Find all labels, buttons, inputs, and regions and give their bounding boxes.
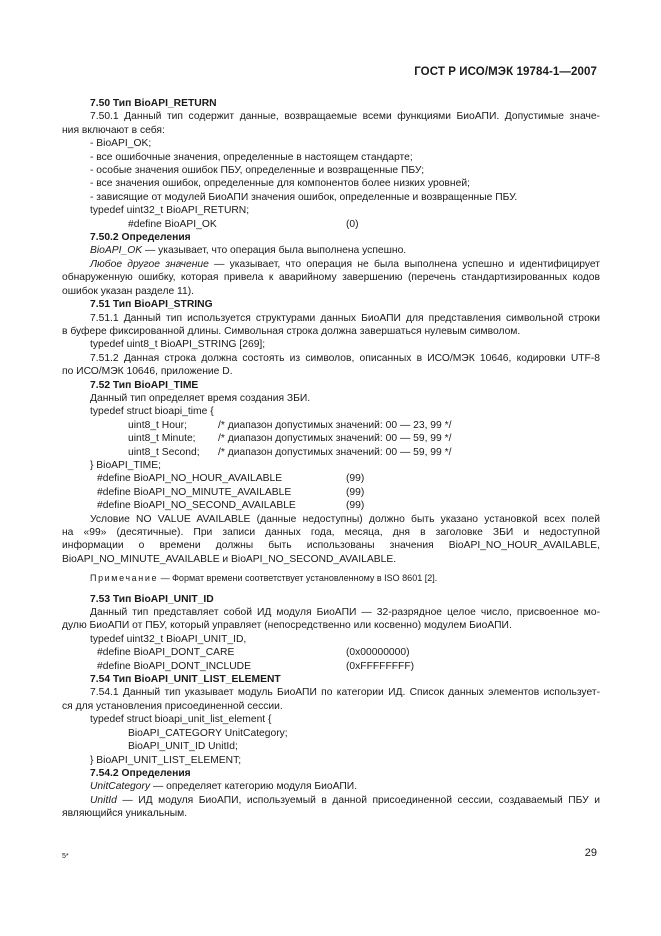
code-define-row: [62, 472, 600, 485]
definition-unit-id-line2: являющийся уникальным.: [62, 808, 188, 820]
define-name: #define BioAPI_NO_SECOND_AVAILABLE: [97, 500, 296, 512]
document-header: ГОСТ Р ИСО/МЭК 19784-1—2007: [414, 66, 597, 78]
paragraph-7-51-2-line1: 7.51.2 Данная строка должна состоять из символов, описанных в ИСО/МЭК 10646, кодировки UTF-8: [90, 352, 600, 364]
definition-bioapi-ok: [62, 244, 600, 257]
define-value: (99): [346, 473, 365, 485]
definition-text: — указывает, что операция была выполнена успешно.: [142, 245, 407, 257]
define-name: #define BioAPI_NO_MINUTE_AVAILABLE: [97, 486, 292, 498]
code-struct-field: BioAPI_CATEGORY UnitCategory;: [128, 727, 288, 739]
code-typedef: typedef uint32_t BioAPI_UNIT_ID,: [90, 633, 247, 645]
code-struct-field: BioAPI_UNIT_ID UnitId;: [128, 741, 238, 753]
code-define-row: [62, 499, 600, 512]
definition-term: UnitCategory: [90, 781, 151, 793]
code-struct-close: } BioAPI_TIME;: [90, 459, 161, 471]
paragraph-7-52: Данный тип определяет время создания ЗБИ.: [90, 392, 311, 404]
code-define-row: [62, 660, 600, 673]
paragraph-7-50-1-line2: ния включают в себя:: [62, 124, 165, 136]
define-value: (0): [346, 218, 359, 230]
code-struct-open: typedef struct bioapi_unit_list_element {: [90, 714, 272, 726]
paragraph-no-value-line3: информации о времени должны быть использованы значения BioAPI_NO_HOUR_AVAILABLE,: [62, 540, 600, 552]
section-heading-7-50: 7.50 Тип BioAPI_RETURN: [90, 98, 217, 109]
field-comment: /* диапазон допустимых значений: 00 — 59, 99 */: [218, 446, 452, 458]
definition-text: — определяет категорию модуля БиоАПИ.: [150, 781, 358, 793]
definition-unit-category: [62, 780, 600, 793]
code-typedef: typedef uint32_t BioAPI_RETURN;: [90, 205, 250, 217]
footer-mark: 5*: [62, 853, 69, 860]
code-struct-close: } BioAPI_UNIT_LIST_ELEMENT;: [90, 754, 242, 766]
paragraph-7-53-line1: Данный тип представляет собой ИД модуля БиоАПИ — 32-разрядное целое число, присвоенное мо-: [90, 607, 600, 619]
define-name: #define BioAPI_DONT_CARE: [97, 647, 235, 659]
code-define-row: [62, 646, 600, 659]
define-value: (99): [346, 500, 365, 512]
list-item: - все ошибочные значения, определенные в настоящем стандарте;: [90, 151, 413, 163]
definition-term: UnitId: [90, 794, 117, 806]
field-comment: /* диапазон допустимых значений: 00 — 59, 99 */: [218, 433, 452, 445]
note-text: — Формат времени соответствует установленному в ISO 8601 [2].: [158, 573, 438, 584]
definition-other-value: [62, 258, 600, 271]
code-struct-field: [62, 432, 600, 445]
field-name: uint8_t Hour;: [128, 419, 187, 431]
definition-text: — ИД модуля БиоАПИ, используемый в данной присоединенной сессии, создаваемый ПБУ и: [116, 794, 600, 806]
list-item: - BioAPI_OK;: [90, 138, 152, 150]
define-value: (99): [346, 486, 365, 498]
definition-other-value-line3: ошибок указан разделе 11).: [62, 285, 195, 297]
definition-text: — указывает, что операция не была выполнена успешно и идентифицирует: [208, 258, 600, 270]
paragraph-7-50-1-line1: 7.50.1 Данный тип содержит данные, возвращаемые всеми функциями БиоАПИ. Допустимые значе-: [90, 111, 600, 123]
field-name: uint8_t Second;: [128, 446, 200, 458]
paragraph-7-54-1-line2: ся для установления присоединенной сессии.: [62, 700, 283, 712]
code-struct-open: typedef struct bioapi_time {: [90, 406, 214, 418]
section-heading-7-54: 7.54 Тип BioAPI_UNIT_LIST_ELEMENT: [90, 674, 281, 686]
definition-unit-id: [62, 794, 600, 807]
define-value: (0xFFFFFFFF): [346, 660, 415, 672]
paragraph-7-54-1-line1: 7.54.1 Данный тип указывает модуль БиоАПИ по категории ИД. Список данных элементов использует-: [90, 687, 600, 699]
field-comment: /* диапазон допустимых значений: 00 — 23, 99 */: [218, 419, 452, 431]
code-define-row: [62, 218, 600, 231]
document-body: [62, 97, 600, 821]
code-struct-field: [62, 446, 600, 459]
list-item: - особые значения ошибок ПБУ, определенные и возвращенные ПБУ;: [90, 165, 425, 177]
section-heading-7-51: 7.51 Тип BioAPI_STRING: [90, 299, 213, 311]
definition-term: BioAPI_OK: [90, 245, 143, 257]
section-heading-7-53: 7.53 Тип BioAPI_UNIT_ID: [90, 593, 214, 605]
definition-other-value-line2: обнаруженную ошибку, которая привела к аварийному завершению (перечень стандартизированных кодов: [62, 272, 600, 284]
define-value: (0x00000000): [346, 647, 410, 659]
list-item: - зависящие от модулей БиоАПИ значения ошибок, определенные и возвращенные ПБУ.: [90, 191, 518, 203]
code-define-row: [62, 486, 600, 499]
code-struct-field: [62, 419, 600, 432]
note: [62, 572, 600, 585]
paragraph-7-51-2-line2: по ИСО/МЭК 10646, приложение D.: [62, 366, 233, 378]
paragraph-7-53-line2: дулю БиоАПИ от ПБУ, который управляет (непосредственно или косвенно) модулем БиоАПИ.: [62, 620, 512, 632]
paragraph-no-value-line2: на «99» (десятичные). При записи данных года, месяца, дня в заголовке ЗБИ и недоступной: [62, 527, 600, 538]
paragraph-no-value-line4: BioAPI_NO_MINUTE_AVAILABLE и BioAPI_NO_SECOND_AVAILABLE.: [62, 553, 397, 565]
define-name: #define BioAPI_NO_HOUR_AVAILABLE: [97, 473, 283, 485]
definition-term: Любое другое значение: [90, 258, 209, 270]
field-name: uint8_t Minute;: [128, 433, 196, 445]
code-typedef: typedef uint8_t BioAPI_STRING [269];: [90, 339, 266, 351]
paragraph-7-51-1-line2: в буфере фиксированной длины. Символьная строка должна завершаться нулевым символом.: [62, 325, 521, 337]
section-heading-7-52: 7.52 Тип BioAPI_TIME: [90, 379, 199, 391]
define-name: #define BioAPI_DONT_INCLUDE: [97, 660, 251, 672]
define-name: #define BioAPI_OK: [128, 218, 217, 230]
page-number: 29: [584, 847, 597, 859]
paragraph-7-51-1-line1: 7.51.1 Данный тип используется структурами данных БиоАПИ для представления символьной строки: [90, 312, 600, 324]
list-item: - все значения ошибок, определенные для компонентов более низких уровней;: [90, 178, 470, 190]
subsection-heading-7-50-2: 7.50.2 Определения: [90, 232, 191, 244]
note-label: Примечание: [90, 573, 159, 584]
paragraph-no-value-line1: Условие NO VALUE AVAILABLE (данные недоступны) должно быть указано установкой всех полей: [90, 513, 600, 525]
subsection-heading-7-54-2: 7.54.2 Определения: [90, 767, 191, 779]
